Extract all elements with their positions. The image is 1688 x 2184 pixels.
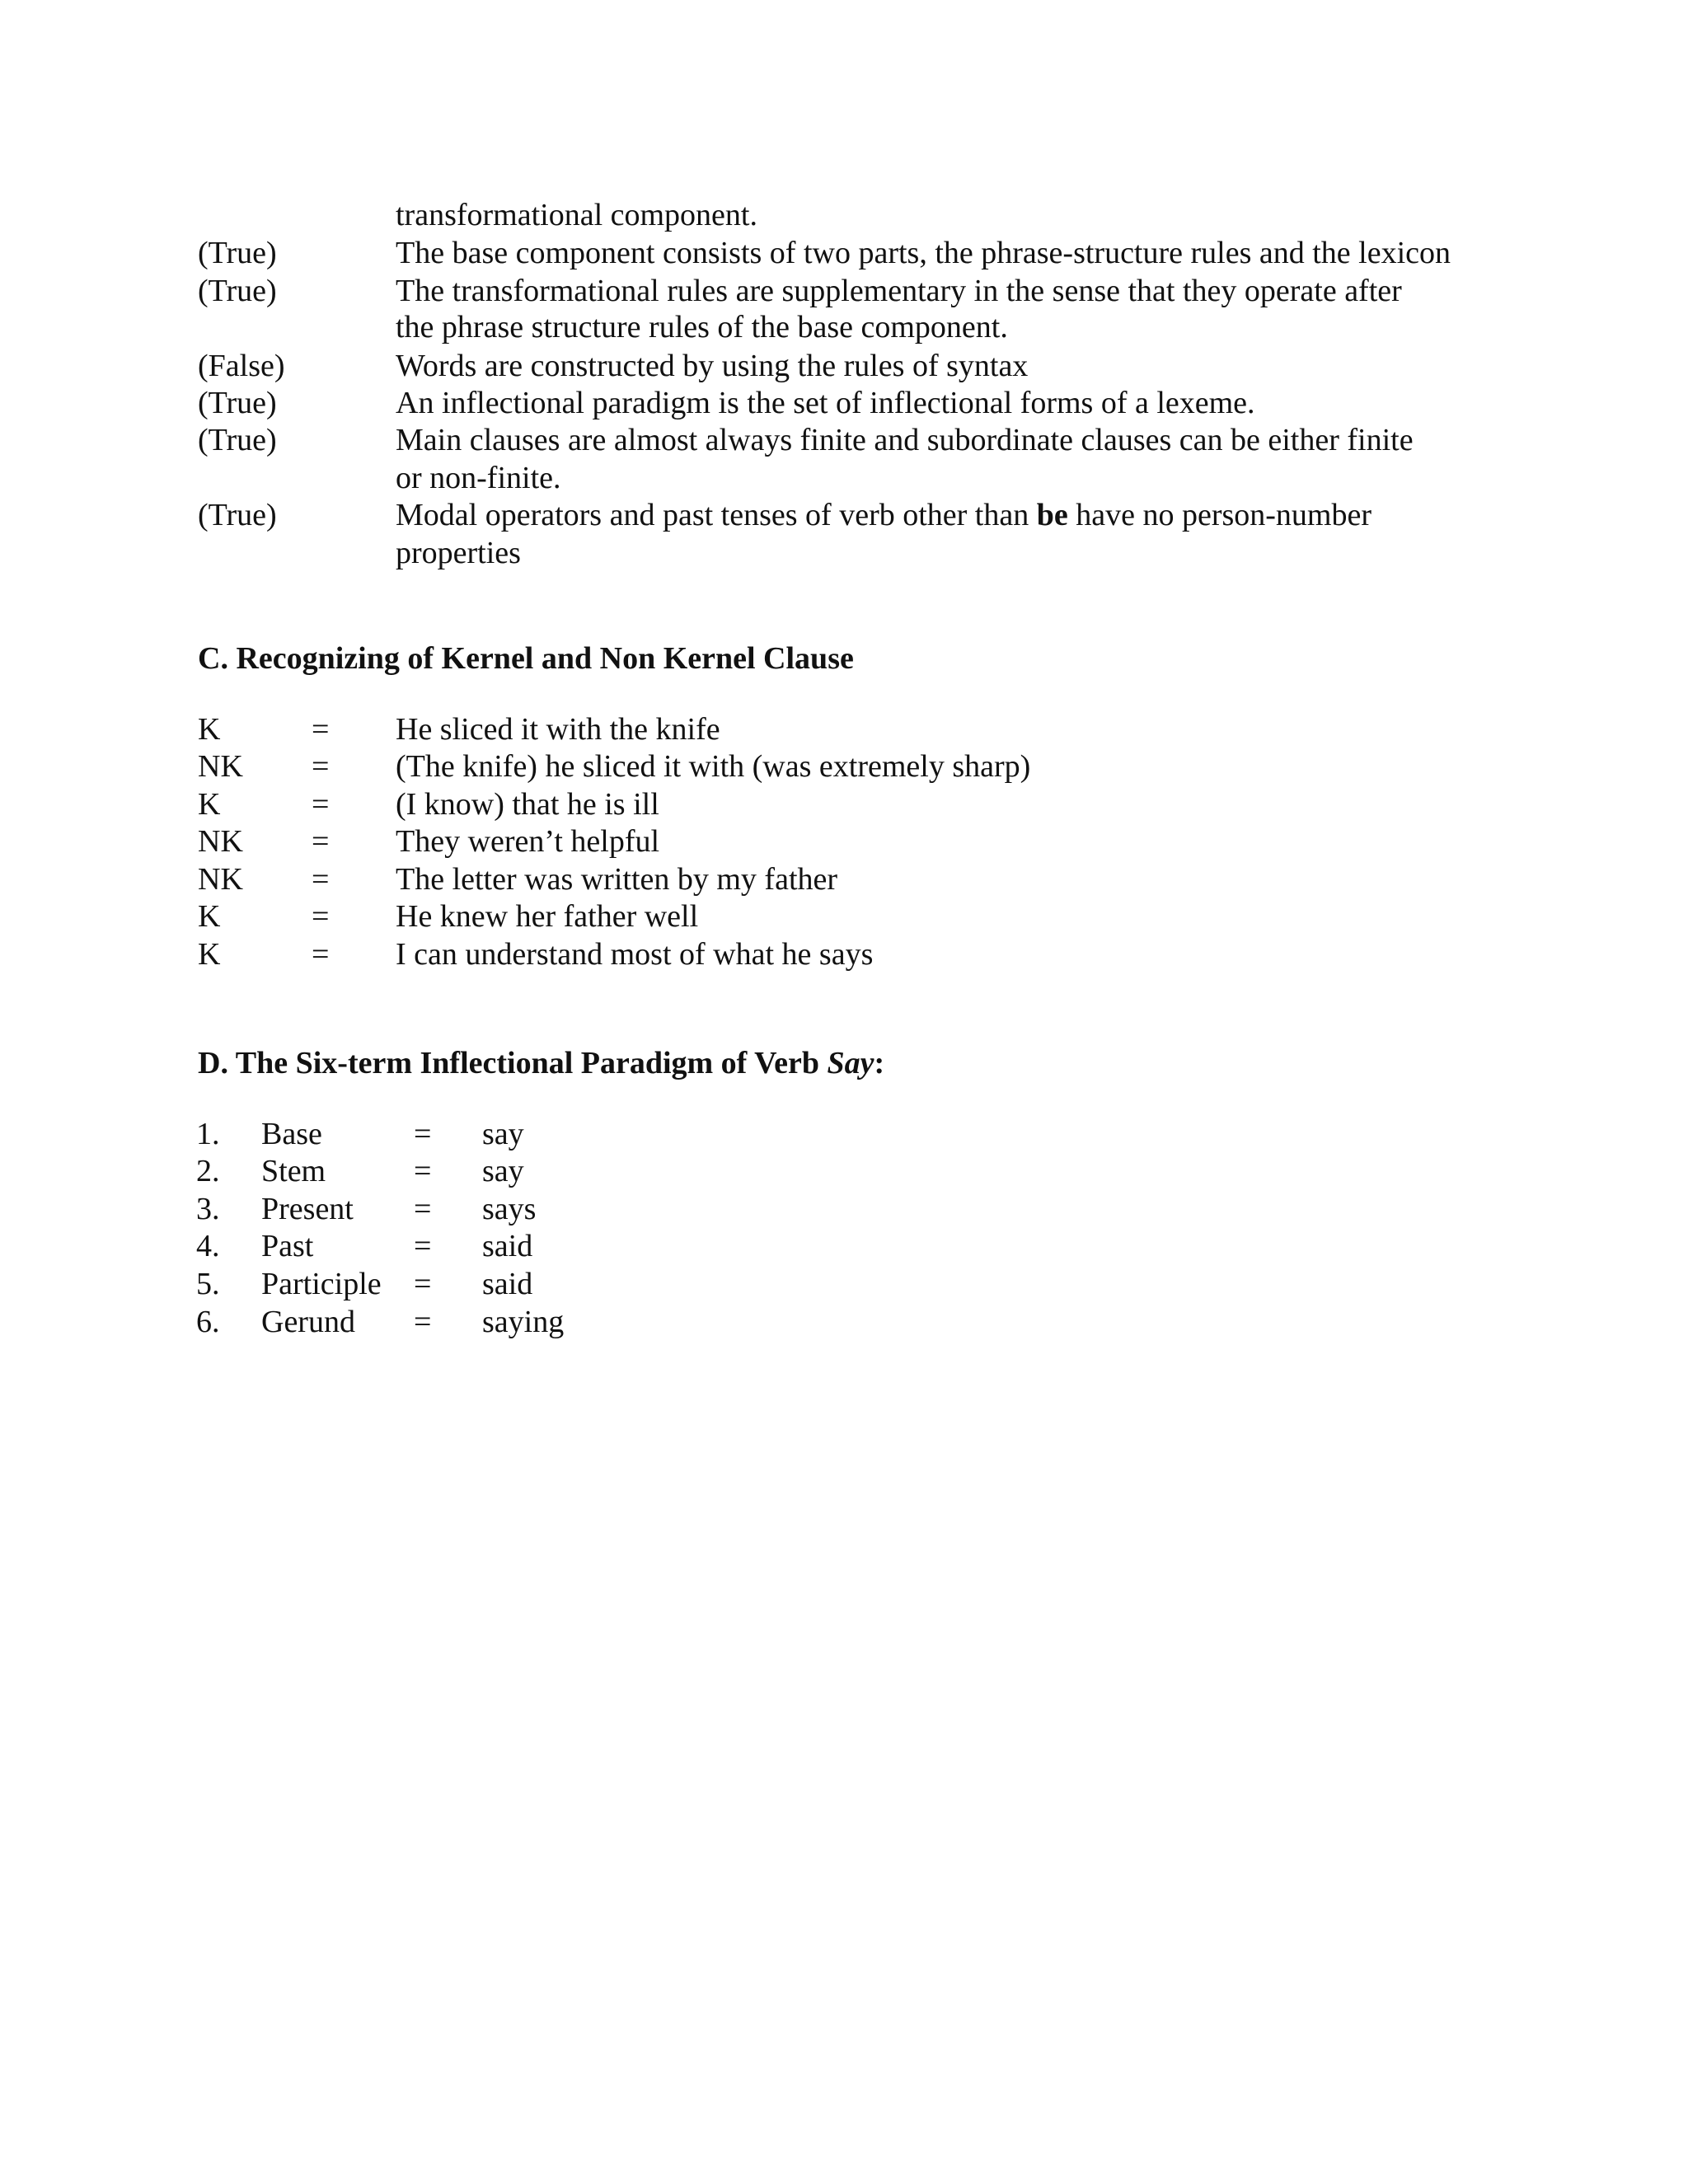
heading-colon: :: [874, 1046, 885, 1080]
statement-text: The transformational rules are supplementary in the sense that they operate after: [396, 274, 1402, 308]
section-d-heading: [198, 1044, 884, 1082]
answer-label: (False): [198, 349, 285, 383]
equals-sign: =: [312, 937, 330, 972]
equals-sign: =: [414, 1305, 432, 1339]
verb-form: saying: [482, 1305, 565, 1339]
answer-label: (True): [198, 236, 277, 270]
item-number: 5.: [196, 1267, 220, 1301]
verb-form: say: [482, 1117, 524, 1151]
section-c-heading: C. Recognizing of Kernel and Non Kernel Clause: [198, 641, 854, 676]
equals-sign: =: [312, 787, 330, 822]
statement-text-pre: Modal operators and past tenses of verb other than: [396, 498, 1037, 532]
kernel-tag: NK: [198, 824, 243, 859]
equals-sign: =: [414, 1267, 432, 1301]
statement-text: An inflectional paradigm is the set of inflectional forms of a lexeme.: [396, 386, 1255, 420]
kernel-tag: NK: [198, 749, 243, 784]
equals-sign: =: [312, 749, 330, 784]
paradigm-term: Stem: [261, 1154, 326, 1188]
item-number: 3.: [196, 1192, 220, 1226]
kernel-tag: K: [198, 937, 221, 972]
item-number: 4.: [196, 1229, 220, 1263]
paradigm-term: Base: [261, 1117, 322, 1151]
equals-sign: =: [414, 1229, 432, 1263]
kernel-tag: K: [198, 787, 221, 822]
paradigm-term: Participle: [261, 1267, 382, 1301]
answer-label: (True): [198, 386, 277, 420]
clause-text: He knew her father well: [396, 899, 699, 934]
equals-sign: =: [312, 824, 330, 859]
kernel-tag: K: [198, 899, 221, 934]
equals-sign: =: [414, 1154, 432, 1188]
statement-text: Main clauses are almost always finite and subordinate clauses can be either finite: [396, 423, 1414, 457]
heading-italic-word: Say: [827, 1046, 874, 1080]
clause-text: He sliced it with the knife: [396, 712, 720, 747]
answer-label: (True): [198, 498, 277, 532]
paradigm-term: Past: [261, 1229, 314, 1263]
clause-text: (I know) that he is ill: [396, 787, 659, 822]
statement-bold-word: be: [1036, 498, 1068, 532]
kernel-tag: K: [198, 712, 221, 747]
equals-sign: =: [312, 712, 330, 747]
statement-text: the phrase structure rules of the base component.: [396, 310, 1008, 344]
statement-text: transformational component.: [396, 198, 757, 232]
kernel-tag: NK: [198, 862, 243, 897]
verb-form: say: [482, 1154, 524, 1188]
paradigm-term: Gerund: [261, 1305, 355, 1339]
clause-text: They weren’t helpful: [396, 824, 660, 859]
equals-sign: =: [414, 1117, 432, 1151]
item-number: 6.: [196, 1305, 220, 1339]
answer-label: (True): [198, 423, 277, 457]
answer-label: (True): [198, 274, 277, 308]
verb-form: said: [482, 1229, 533, 1263]
clause-text: I can understand most of what he says: [396, 937, 874, 972]
statement-text: properties: [396, 536, 521, 570]
clause-text: (The knife) he sliced it with (was extremely sharp): [396, 749, 1031, 784]
equals-sign: =: [312, 862, 330, 897]
heading-text: D. The Six-term Inflectional Paradigm of Verb: [198, 1046, 828, 1080]
paradigm-term: Present: [261, 1192, 354, 1226]
item-number: 2.: [196, 1154, 220, 1188]
statement-text-post: have no person-number: [1067, 498, 1372, 532]
statement-text: or non-finite.: [396, 461, 561, 495]
statement-text: [396, 496, 1372, 534]
statement-text: The base component consists of two parts, the phrase-structure rules and the lexicon: [396, 236, 1451, 270]
equals-sign: =: [414, 1192, 432, 1226]
item-number: 1.: [196, 1117, 220, 1151]
verb-form: says: [482, 1192, 537, 1226]
statement-text: Words are constructed by using the rules of syntax: [396, 349, 1029, 383]
verb-form: said: [482, 1267, 533, 1301]
equals-sign: =: [312, 899, 330, 934]
clause-text: The letter was written by my father: [396, 862, 838, 897]
